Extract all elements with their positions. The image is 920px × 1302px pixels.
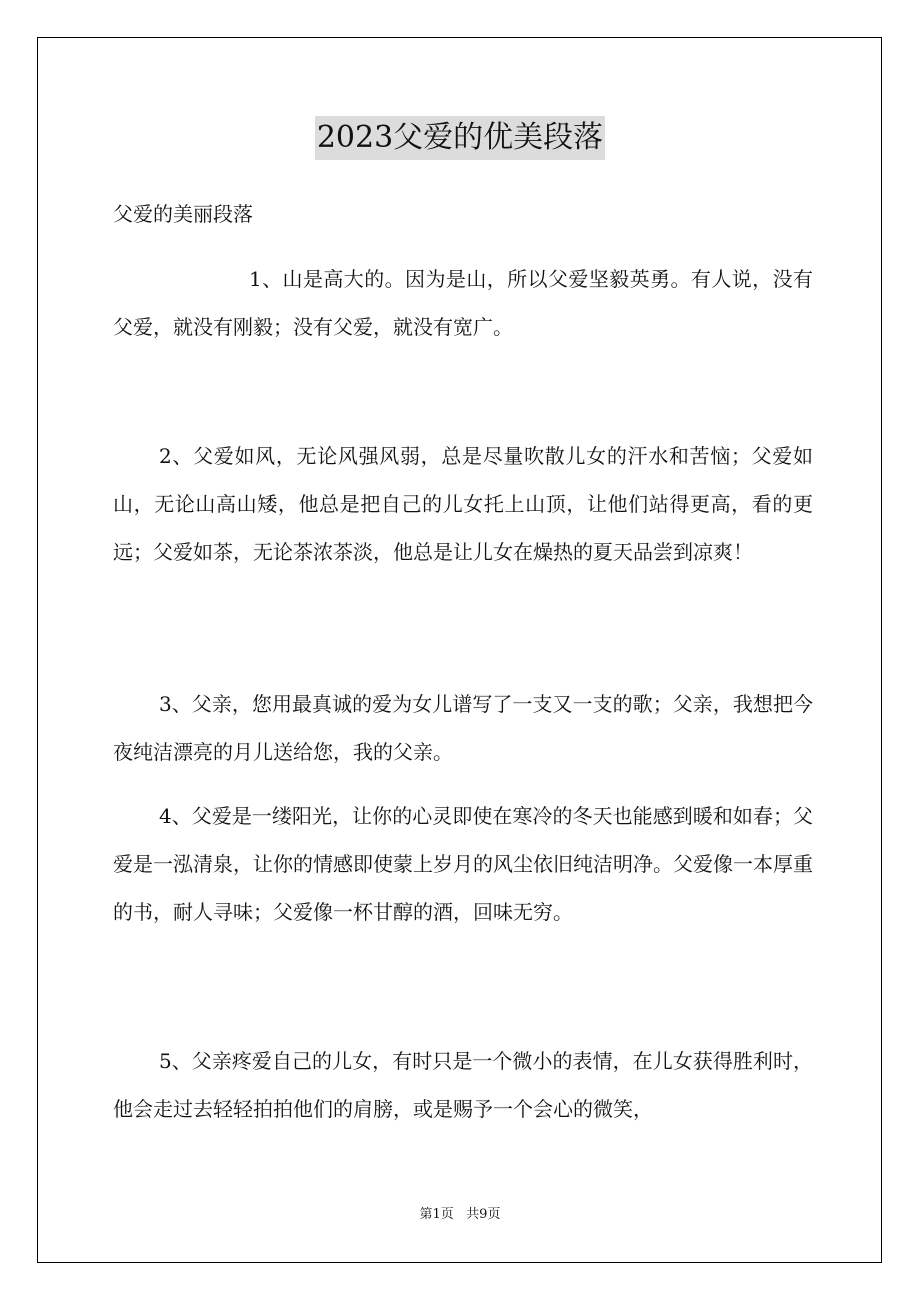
document-subtitle: 父爱的美丽段落 [113, 202, 253, 226]
paragraph-2: 2、父爱如风，无论风强风弱，总是尽量吹散儿女的汗水和苦恼；父爱如山，无论山高山矮，他总是把自己的儿女托上山顶，让他们站得更高，看的更远；父爱如茶，无论茶浓茶淡，他总是让儿女在燥热的夏天品尝到凉爽！ [113, 444, 813, 564]
paragraph-4: 4、父爱是一缕阳光，让你的心灵即使在寒冷的冬天也能感到暖和如春；父爱是一泓清泉，让你的情感即使蒙上岁月的风尘依旧纯洁明净。父爱像一本厚重的书，耐人寻味；父爱像一杯甘醇的酒，回味无穷。 [113, 804, 813, 924]
paragraph-5: 5、父亲疼爱自己的儿女，有时只是一个微小的表情，在儿女获得胜利时，他会走过去轻轻拍拍他们的肩膀，或是赐予一个会心的微笑， [113, 1049, 813, 1121]
paragraph-1: 1、山是高大的。因为是山，所以父爱坚毅英勇。有人说，没有父爱，就没有刚毅；没有父爱，就没有宽广。 [113, 267, 813, 339]
paragraph-3: 3、父亲，您用最真诚的爱为女儿谱写了一支又一支的歌；父亲，我想把今夜纯洁漂亮的月儿送给您，我的父亲。 [113, 692, 813, 764]
title-container [0, 116, 920, 160]
document-title: 2023父爱的优美段落 [315, 116, 605, 160]
page-footer [0, 1206, 920, 1224]
page-indicator: 第1页 共9页 [419, 1207, 501, 1222]
